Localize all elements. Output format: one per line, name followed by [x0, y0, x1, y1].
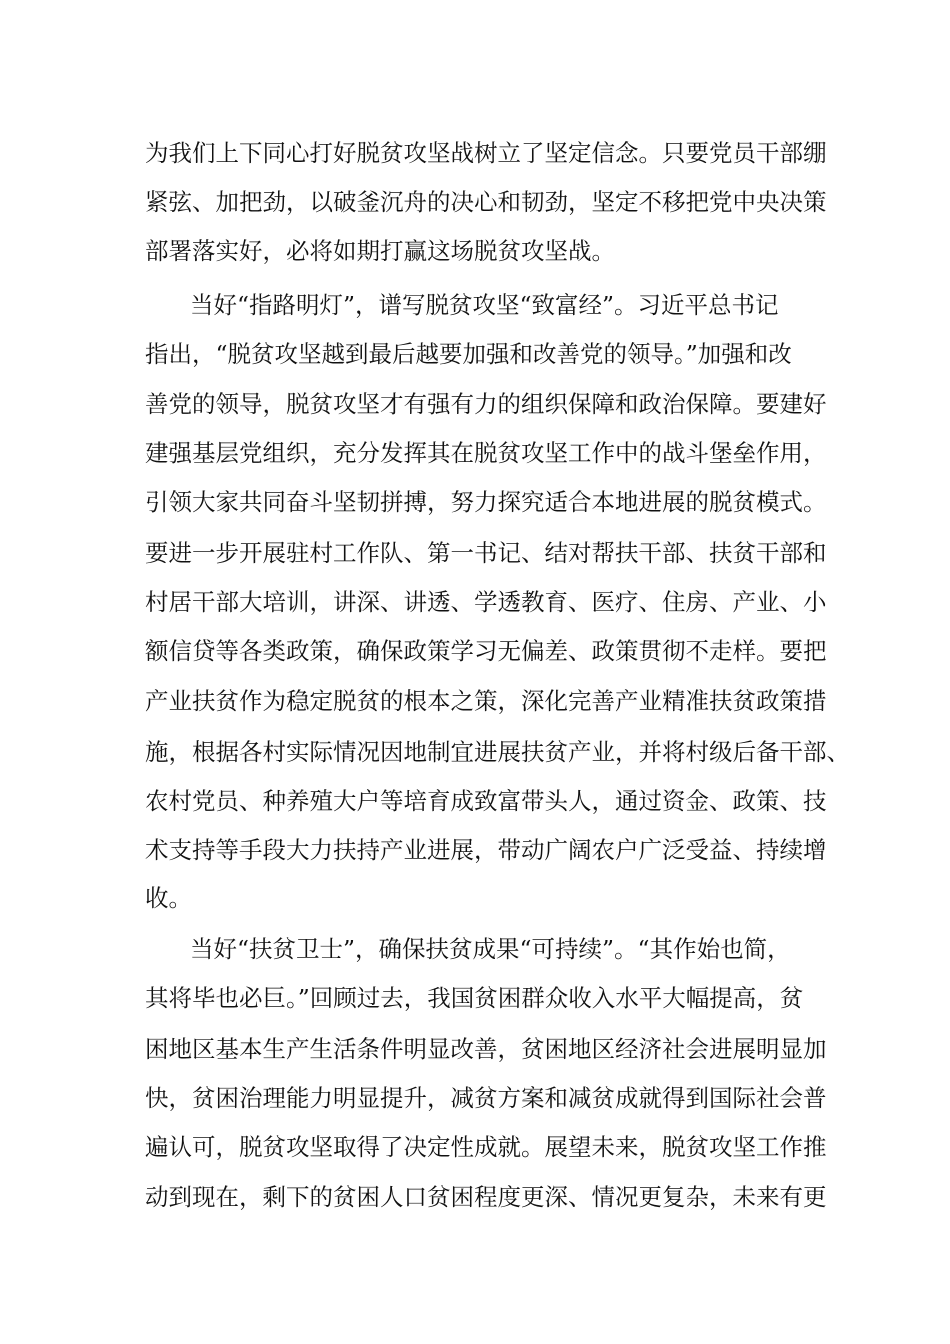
text-line: 引领大家共同奋斗坚韧拼搏，努力探究适合本地进展的脱贫模式。	[145, 488, 827, 516]
paragraph-start-line: 当好“扶贫卫士”，确保扶贫成果“可持续”。“其作始也简，	[190, 935, 791, 963]
text-line: 额信贷等各类政策，确保政策学习无偏差、政策贯彻不走样。要把	[145, 637, 827, 665]
text-line: 村居干部大培训，讲深、讲透、学透教育、医疗、住房、产业、小	[145, 588, 827, 616]
text-line: 紧弦、加把劲，以破釜沉舟的决心和韧劲，坚定不移把党中央决策	[145, 188, 827, 216]
text-line: 施，根据各村实际情况因地制宜进展扶贫产业，并将村级后备干部、	[145, 738, 850, 766]
text-line: 为我们上下同心打好脱贫攻坚战树立了坚定信念。只要党员干部绷	[145, 139, 827, 167]
text-line: 建强基层党组织，充分发挥其在脱贫攻坚工作中的战斗堡垒作用，	[145, 439, 827, 467]
text-line: 其将毕也必巨。”回顾过去，我国贫困群众收入水平大幅提高，贫	[145, 984, 804, 1012]
text-line: 产业扶贫作为稳定脱贫的根本之策，深化完善产业精准扶贫政策措	[145, 687, 827, 715]
text-line: 要进一步开展驻村工作队、第一书记、结对帮扶干部、扶贫干部和	[145, 539, 827, 567]
text-line: 动到现在，剩下的贫困人口贫困程度更深、情况更复杂，未来有更	[145, 1183, 827, 1211]
text-line: 善党的领导，脱贫攻坚才有强有力的组织保障和政治保障。要建好	[145, 390, 827, 418]
text-line: 农村党员、种养殖大户等培育成致富带头人，通过资金、政策、技	[145, 787, 827, 815]
text-line: 快，贫困治理能力明显提升，减贫方案和减贫成就得到国际社会普	[145, 1084, 827, 1112]
text-line: 困地区基本生产生活条件明显改善，贫困地区经济社会进展明显加	[145, 1035, 827, 1063]
paragraph-start-line: 当好“指路明灯”，谱写脱贫攻坚“致富经”。习近平总书记	[190, 291, 779, 319]
text-line: 术支持等手段大力扶持产业进展，带动广阔农户广泛受益、持续增	[145, 836, 827, 864]
text-line: 部署落实好，必将如期打赢这场脱贫攻坚战。	[145, 237, 615, 265]
text-line: 指出，“脱贫攻坚越到最后越要加强和改善党的领导。”加强和改	[145, 340, 792, 368]
text-line: 遍认可，脱贫攻坚取得了决定性成就。展望未来，脱贫攻坚工作推	[145, 1133, 827, 1161]
text-line: 收。	[145, 884, 192, 912]
